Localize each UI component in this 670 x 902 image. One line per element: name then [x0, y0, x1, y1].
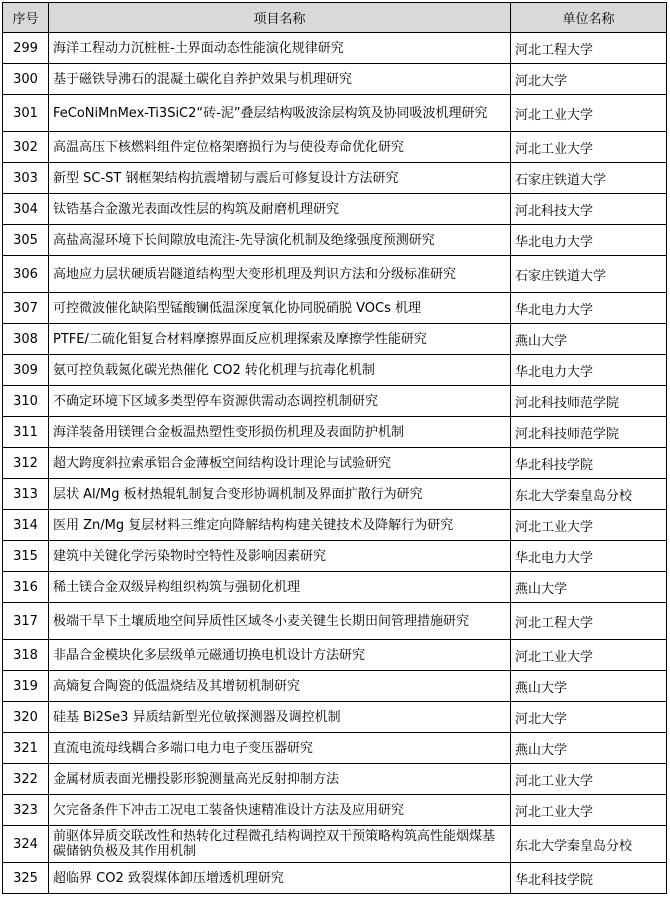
unit-name: 燕山大学: [511, 671, 667, 702]
row-number: 321: [3, 733, 49, 764]
unit-name: 河北工程大学: [511, 33, 667, 64]
table-row: [3, 256, 667, 293]
project-list-sheet: [2, 2, 667, 894]
project-name: 建筑中关键化学污染物时空特性及影响因素研究: [49, 541, 511, 572]
project-name: 医用 Zn/Mg 复层材料三维定向降解结构构建关键技术及降解行为研究: [49, 510, 511, 541]
project-name: 超大跨度斜拉索承铝合金薄板空间结构设计理论与试验研究: [49, 448, 511, 479]
unit-name: 河北工业大学: [511, 795, 667, 826]
header-unit-name: 单位名称: [511, 3, 667, 33]
project-name: 超临界 CO2 致裂煤体卸压增透机理研究: [49, 863, 511, 894]
unit-name: 河北大学: [511, 702, 667, 733]
unit-name: 华北电力大学: [511, 541, 667, 572]
project-name: 不确定环境下区域多类型停车资源供需动态调控机制研究: [49, 386, 511, 417]
unit-name: 华北科技学院: [511, 863, 667, 894]
table-row: [3, 132, 667, 163]
project-name: 高盐高湿环境下长间隙放电流注-先导演化机制及绝缘强度预测研究: [49, 225, 511, 256]
table-row: [3, 541, 667, 572]
table-row: [3, 733, 667, 764]
row-number: 303: [3, 163, 49, 194]
row-number: 310: [3, 386, 49, 417]
project-name: 硅基 Bi2Se3 异质结新型光位敏探测器及调控机制: [49, 702, 511, 733]
table-row: [3, 479, 667, 510]
project-name: FeCoNiMnMex-Ti3SiC2“砖-泥”叠层结构吸波涂层构筑及协同吸波机理研究: [49, 95, 511, 132]
project-name: 海洋装备用镁锂合金板温热塑性变形损伤机理及表面防护机制: [49, 417, 511, 448]
unit-name: 燕山大学: [511, 733, 667, 764]
row-number: 301: [3, 95, 49, 132]
row-number: 323: [3, 795, 49, 826]
row-number: 314: [3, 510, 49, 541]
table-row: [3, 386, 667, 417]
project-table: [2, 2, 667, 894]
row-number: 318: [3, 640, 49, 671]
row-number: 307: [3, 293, 49, 324]
unit-name: 河北工业大学: [511, 95, 667, 132]
project-name: 欠完备条件下冲击工况电工装备快速精准设计方法及应用研究: [49, 795, 511, 826]
table-row: [3, 64, 667, 95]
unit-name: 河北科技师范学院: [511, 417, 667, 448]
table-row: [3, 702, 667, 733]
row-number: 316: [3, 572, 49, 603]
row-number: 311: [3, 417, 49, 448]
row-number: 302: [3, 132, 49, 163]
table-row: [3, 795, 667, 826]
project-name: 高地应力层状硬质岩隧道结构型大变形机理及判识方法和分级标准研究: [49, 256, 511, 293]
project-name: 稀土镁合金双级异构组织构筑与强韧化机理: [49, 572, 511, 603]
project-name: 钛锆基合金激光表面改性层的构筑及耐磨机理研究: [49, 194, 511, 225]
project-name: 氨可控负载氮化碳光热催化 CO2 转化机理与抗毒化机制: [49, 355, 511, 386]
table-row: [3, 33, 667, 64]
table-row: [3, 863, 667, 894]
table-row: [3, 671, 667, 702]
table-row: [3, 417, 667, 448]
row-number: 317: [3, 603, 49, 640]
table-row: [3, 510, 667, 541]
table-row: [3, 764, 667, 795]
table-row: [3, 572, 667, 603]
row-number: 315: [3, 541, 49, 572]
unit-name: 华北电力大学: [511, 293, 667, 324]
row-number: 312: [3, 448, 49, 479]
unit-name: 河北工业大学: [511, 764, 667, 795]
row-number: 313: [3, 479, 49, 510]
header-project-name: 项目名称: [49, 3, 511, 33]
project-name: 基于磁铁导沸石的混凝土碳化自养护效果与机理研究: [49, 64, 511, 95]
unit-name: 河北工程大学: [511, 603, 667, 640]
table-header-row: [3, 3, 667, 33]
project-name: 可控微波催化缺陷型锰酸镧低温深度氧化协同脱硝脱 VOCs 机理: [49, 293, 511, 324]
table-row: [3, 225, 667, 256]
unit-name: 河北工业大学: [511, 132, 667, 163]
row-number: 320: [3, 702, 49, 733]
table-row: [3, 826, 667, 863]
unit-name: 华北科技学院: [511, 448, 667, 479]
table-row: [3, 293, 667, 324]
unit-name: 河北大学: [511, 64, 667, 95]
project-name: PTFE/二硫化钼复合材料摩擦界面反应机理探索及摩擦学性能研究: [49, 324, 511, 355]
row-number: 325: [3, 863, 49, 894]
unit-name: 河北科技大学: [511, 194, 667, 225]
unit-name: 华北电力大学: [511, 355, 667, 386]
project-name: 金属材质表面光栅投影形貌测量高光反射抑制方法: [49, 764, 511, 795]
project-name: 高熵复合陶瓷的低温烧结及其增韧机制研究: [49, 671, 511, 702]
row-number: 300: [3, 64, 49, 95]
project-name: 新型 SC-ST 钢框架结构抗震增韧与震后可修复设计方法研究: [49, 163, 511, 194]
table-row: [3, 603, 667, 640]
project-name: 高温高压下核燃料组件定位格架磨损行为与使役寿命优化研究: [49, 132, 511, 163]
table-row: [3, 95, 667, 132]
row-number: 309: [3, 355, 49, 386]
row-number: 308: [3, 324, 49, 355]
project-name: 极端干旱下土壤质地空间异质性区域冬小麦关键生长期田间管理措施研究: [49, 603, 511, 640]
unit-name: 华北电力大学: [511, 225, 667, 256]
table-row: [3, 355, 667, 386]
project-name: 直流电流母线耦合多端口电力电子变压器研究: [49, 733, 511, 764]
table-body: [3, 33, 667, 894]
project-name: 非晶合金模块化多层级单元磁通切换电机设计方法研究: [49, 640, 511, 671]
row-number: 322: [3, 764, 49, 795]
row-number: 305: [3, 225, 49, 256]
table-row: [3, 324, 667, 355]
row-number: 319: [3, 671, 49, 702]
unit-name: 石家庄铁道大学: [511, 256, 667, 293]
project-name: 海洋工程动力沉桩桩-土界面动态性能演化规律研究: [49, 33, 511, 64]
unit-name: 河北工业大学: [511, 510, 667, 541]
table-row: [3, 163, 667, 194]
unit-name: 河北科技师范学院: [511, 386, 667, 417]
row-number: 324: [3, 826, 49, 863]
project-name: 前驱体异质交联改性和热转化过程微孔结构调控双干预策略构筑高性能烟煤基碳储钠负极及其作用机制: [49, 826, 511, 863]
header-no: 序号: [3, 3, 49, 33]
unit-name: 东北大学秦皇岛分校: [511, 479, 667, 510]
row-number: 306: [3, 256, 49, 293]
table-row: [3, 448, 667, 479]
row-number: 304: [3, 194, 49, 225]
table-row: [3, 640, 667, 671]
table-row: [3, 194, 667, 225]
row-number: 299: [3, 33, 49, 64]
unit-name: 东北大学秦皇岛分校: [511, 826, 667, 863]
project-name: 层状 Al/Mg 板材热辊轧制复合变形协调机制及界面扩散行为研究: [49, 479, 511, 510]
unit-name: 燕山大学: [511, 572, 667, 603]
unit-name: 石家庄铁道大学: [511, 163, 667, 194]
unit-name: 燕山大学: [511, 324, 667, 355]
unit-name: 河北工业大学: [511, 640, 667, 671]
